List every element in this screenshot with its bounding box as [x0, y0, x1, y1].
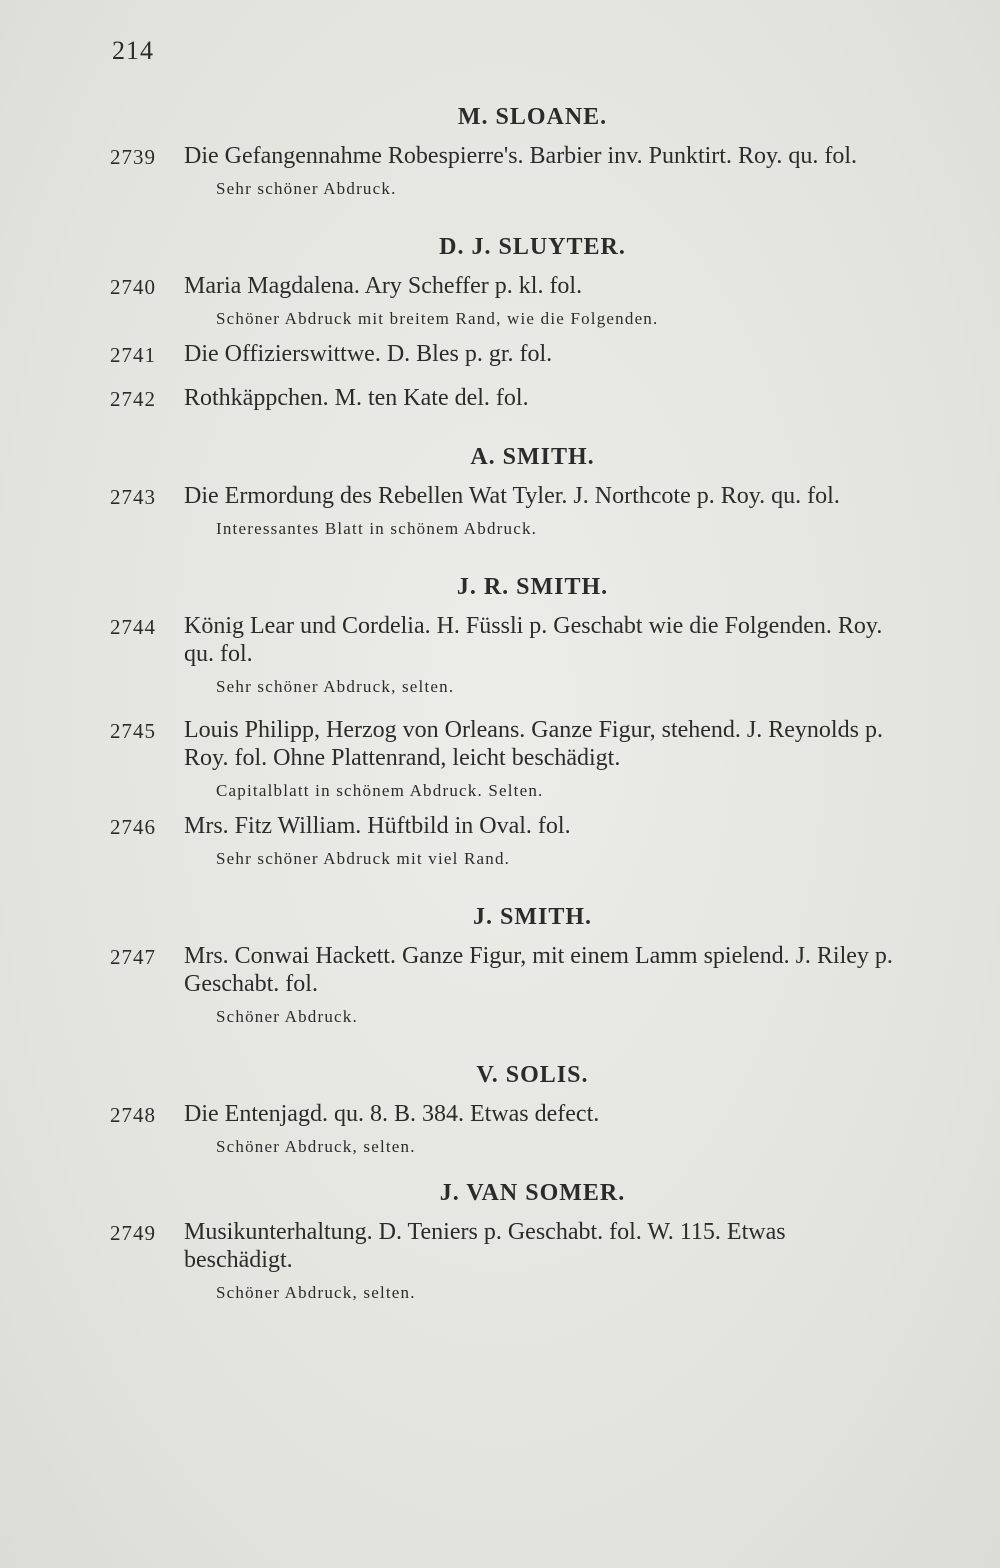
entry-note: Sehr schöner Abdruck, selten.	[216, 677, 455, 696]
section-a-smith	[110, 440, 895, 542]
section-van-somer	[110, 1176, 895, 1306]
lot-number: 2742	[110, 387, 156, 411]
section-heading: V. SOLIS.	[476, 1062, 589, 1088]
section-heading: J. R. SMITH.	[456, 574, 609, 600]
entry-description: Maria Magdalena. Ary Scheffer p. kl. fol.	[184, 273, 583, 299]
section-heading: A. SMITH.	[470, 444, 595, 470]
entry-note: Capitalblatt in schönem Abdruck. Selten.	[216, 781, 544, 800]
catalog-entry	[110, 716, 895, 804]
section-j-smith	[110, 900, 895, 1030]
entry-note: Schöner Abdruck, selten.	[216, 1137, 416, 1156]
section-sloane	[110, 100, 895, 202]
entry-note: Sehr schöner Abdruck mit viel Rand.	[216, 849, 511, 868]
entry-description: Musikunterhaltung. D. Teniers p. Geschabt. fol. W. 115. Etwas beschädigt.	[184, 1219, 786, 1273]
lot-number: 2745	[110, 719, 156, 743]
section-heading: D. J. SLUYTER.	[439, 234, 626, 260]
section-heading: M. SLOANE.	[457, 104, 608, 130]
entry-note: Schöner Abdruck.	[216, 1007, 358, 1026]
lot-number: 2749	[110, 1221, 156, 1245]
entry-description: Die Ermordung des Rebellen Wat Tyler. J. Northcote p. Roy. qu. fol.	[184, 483, 840, 509]
page-content	[110, 100, 895, 1306]
catalog-entry	[110, 1218, 895, 1306]
catalog-entry	[110, 942, 895, 1030]
lot-number: 2741	[110, 343, 156, 367]
entry-description: Mrs. Fitz William. Hüftbild in Oval. fol.	[184, 813, 571, 839]
section-heading: J. SMITH.	[472, 904, 592, 930]
catalog-entry	[110, 612, 895, 700]
entry-note: Sehr schöner Abdruck.	[216, 179, 397, 198]
section-sluyter	[110, 230, 895, 412]
lot-number: 2748	[110, 1103, 156, 1127]
entry-description: Mrs. Conwai Hackett. Ganze Figur, mit einem Lamm spielend. J. Riley p. Geschabt. fol.	[184, 943, 893, 997]
entry-description: König Lear und Cordelia. H. Füssli p. Geschabt wie die Folgenden. Roy. qu. fol.	[184, 613, 883, 667]
catalog-entry	[110, 482, 895, 542]
entry-description: Die Gefangennahme Robespierre's. Barbier inv. Punktirt. Roy. qu. fol.	[184, 143, 858, 169]
section-heading: J. VAN SOMER.	[439, 1180, 626, 1206]
catalog-entry	[110, 1100, 895, 1160]
entry-note: Schöner Abdruck mit breitem Rand, wie die Folgenden.	[216, 309, 659, 328]
lot-number: 2740	[110, 275, 156, 299]
lot-number: 2746	[110, 815, 156, 839]
lot-number: 2739	[110, 145, 156, 169]
entry-note: Schöner Abdruck, selten.	[216, 1283, 416, 1302]
section-solis	[110, 1058, 895, 1160]
page-number: 214	[112, 36, 154, 65]
lot-number: 2747	[110, 945, 156, 969]
entry-description: Die Offizierswittwe. D. Bles p. gr. fol.	[184, 341, 553, 367]
section-jr-smith	[110, 570, 895, 872]
entry-note: Interessantes Blatt in schönem Abdruck.	[216, 519, 538, 538]
lot-number: 2744	[110, 615, 156, 639]
catalog-entry	[110, 384, 895, 412]
entry-description: Louis Philipp, Herzog von Orleans. Ganze Figur, stehend. J. Reynolds p. Roy. fol. Ohne Plattenrand, leicht beschädigt.	[184, 717, 883, 771]
entry-description: Die Entenjagd. qu. 8. B. 384. Etwas defect.	[184, 1101, 600, 1127]
lot-number: 2743	[110, 485, 156, 509]
catalog-entry	[110, 142, 895, 202]
entry-description: Rothkäppchen. M. ten Kate del. fol.	[184, 385, 529, 411]
catalog-entry	[110, 272, 895, 332]
catalog-entry	[110, 340, 895, 368]
catalog-entry	[110, 812, 895, 872]
